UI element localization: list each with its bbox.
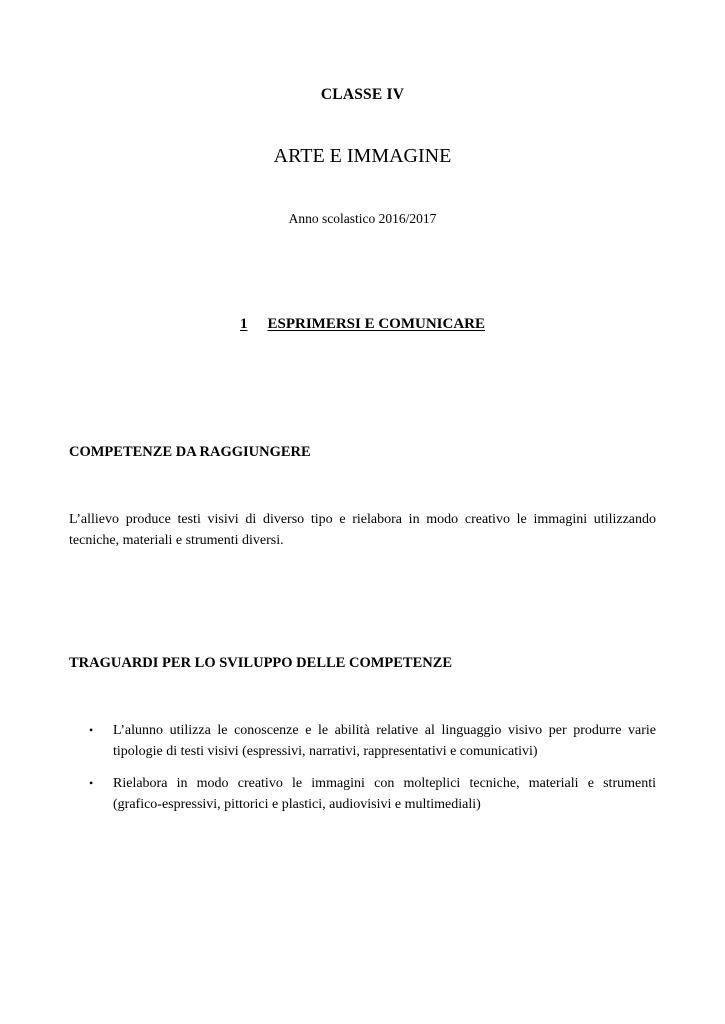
school-year: Anno scolastico 2016/2017 (288, 211, 437, 226)
section-number: 1 (239, 316, 248, 332)
competenze-text-line-1: L’allievo produce testi visivi di diverso tipo e rielabora in modo creativo le immagini utilizzando (69, 512, 656, 527)
bullet-icon: • (89, 723, 94, 737)
list-item-line-1: Rielabora in modo creativo le immagini con molteplici tecniche, materiali e strumenti (113, 776, 656, 791)
bullet-icon: • (89, 776, 94, 790)
list-item-text (113, 773, 656, 815)
competenze-paragraph (69, 509, 656, 551)
class-title: CLASSE IV (320, 86, 405, 103)
section-title-underlined (240, 316, 485, 333)
list-item (69, 720, 656, 762)
section-title-text: ESPRIMERSI E COMUNICARE (267, 316, 486, 332)
list-item-line-1: L’alunno utilizza le conoscenze e le abilità relative al linguaggio visivo per produrre varie (113, 723, 656, 738)
list-item (69, 773, 656, 815)
list-item-text (113, 720, 656, 762)
competenze-heading: COMPETENZE DA RAGGIUNGERE (69, 444, 311, 460)
competenze-text-line-2: tecniche, materiali e strumenti diversi. (69, 533, 284, 548)
subject-title: ARTE E IMMAGINE (273, 145, 452, 167)
list-item-line-2: tipologie di testi visivi (espressivi, narrativi, rappresentativi e comunicativi) (113, 744, 538, 759)
traguardi-list (69, 720, 656, 826)
traguardi-heading: TRAGUARDI PER LO SVILUPPO DELLE COMPETENZE (69, 655, 453, 671)
section-title (0, 316, 725, 333)
list-item-line-2: (grafico-espressivi, pittorici e plastici, audiovisivi e multimediali) (113, 797, 481, 812)
